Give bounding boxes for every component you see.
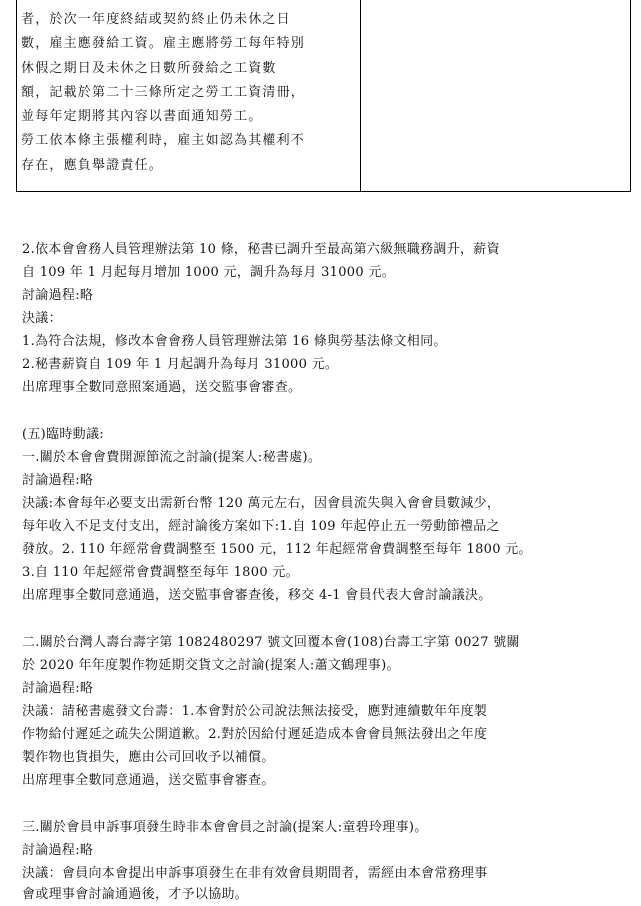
table-left-cell xyxy=(21,8,357,178)
resolution-line: 發放。2. 110 年經常會費調整至 1500 元，112 年起經常會費調整至每年 1800 元。 xyxy=(22,542,532,557)
resolution-line: 3.自 110 年起經常會費調整至每年 1800 元。 xyxy=(22,565,299,580)
motion-title: 二.關於台灣人壽台壽字第 1082480297 號文回覆本會(108)台壽工字第 0027 號關 xyxy=(22,635,520,650)
section-heading: (五)臨時動議: xyxy=(22,427,104,442)
discussion-note: 討論過程:略 xyxy=(22,681,94,696)
table-text-line: 休假之期日及未休之日數所發給之工資數 xyxy=(21,60,277,76)
regulation-table xyxy=(16,0,631,192)
motion-title: 於 2020 年年度製作物延期交貨文之討論(提案人:蕭文鶴理事)。 xyxy=(22,658,400,673)
table-text-line: 存在，應負舉證責任。 xyxy=(21,157,164,173)
table-column-divider xyxy=(360,0,361,191)
table-text-line: 額，記載於第二十三條所定之勞工工資清冊， xyxy=(21,84,306,100)
resolution-line: 2.秘書薪資自 109 年 1 月起調升為每月 31000 元。 xyxy=(22,357,339,372)
resolution-line: 製作物也貨損失，應由公司回收予以補償。 xyxy=(22,750,275,765)
resolution-line: 會或理事會討論通過後，才予以協助。 xyxy=(22,887,249,902)
table-text-line: 並每年定期將其內容以書面通知勞工。 xyxy=(21,109,263,125)
resolution-label: 決議： xyxy=(22,311,62,326)
table-text-line: 勞工依本條主張權利時，雇主如認為其權利不 xyxy=(21,133,306,149)
item-2-text-line: 自 109 年 1 月起每月增加 1000 元，調升為每月 31000 元。 xyxy=(22,265,395,280)
approval-line: 出席理事全數同意通過，送交監事會審查。 xyxy=(22,773,275,788)
table-text-line: 者，於次一年度終結或契約終止仍未休之日 xyxy=(21,12,291,27)
motion-title: 一.關於本會會費開源節流之討論(提案人:秘書處)。 xyxy=(22,450,322,465)
discussion-note: 討論過程:略 xyxy=(22,473,94,488)
approval-line: 出席理事全數同意通過，送交監事會審查後，移交 4-1 會員代表大會討論議決。 xyxy=(22,588,492,603)
approval-line: 出席理事全數同意照案通過，送交監事會審查。 xyxy=(22,380,302,395)
discussion-note: 討論過程:略 xyxy=(22,843,94,858)
motion-title: 三.關於會員申訴事項發生時非本會會員之討論(提案人:童碧玲理事)。 xyxy=(22,820,428,835)
resolution-line: 決議：請秘書處發文台壽：1.本會對於公司說法無法接受，應對連續數年年度製 xyxy=(22,704,488,719)
item-2-text-line: 2.依本會會務人員管理辦法第 10 條，秘書已調升至最高第六級無職務調升，薪資 xyxy=(22,242,500,257)
discussion-note: 討論過程:略 xyxy=(22,288,94,303)
table-text-line: 數，雇主應發給工資。雇主應將勞工每年特別 xyxy=(21,36,306,52)
resolution-line: 決議:本會每年必要支出需新台幣 120 萬元左右，因會員流失與入會會員數減少， xyxy=(22,496,501,511)
resolution-line: 每年收入不足支付支出，經討論後方案如下:1.自 109 年起停止五一勞動節禮品之 xyxy=(22,519,500,534)
resolution-line: 作物給付遲延之疏失公開道歉。2.對於因給付遲延造成本會會員無法發出之年度 xyxy=(22,727,488,742)
resolution-line: 1.為符合法規，修改本會會務人員管理辦法第 16 條與勞基法條文相同。 xyxy=(22,334,447,349)
resolution-line: 決議：會員向本會提出申訴事項發生在非有效會員期間者，需經由本會常務理事 xyxy=(22,866,488,881)
